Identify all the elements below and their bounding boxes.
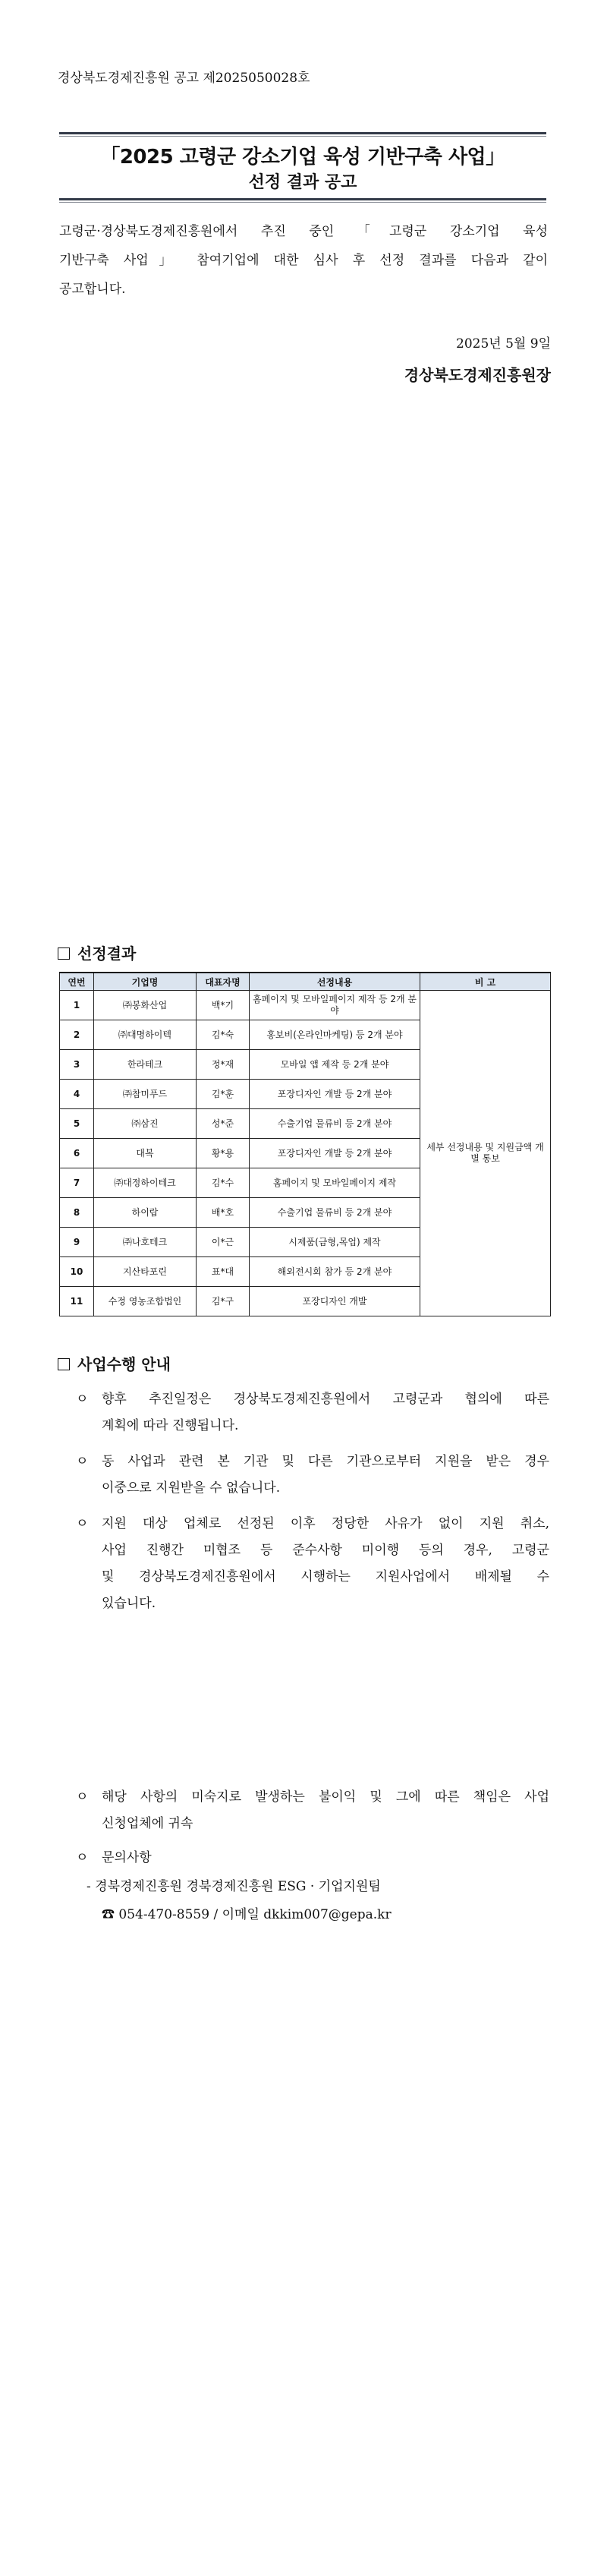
guide-line: 향후 추진일정은 경상북도경제진흥원에서 고령군과 협의에 따른 bbox=[102, 1392, 549, 1407]
bullet-circle-icon: ㅇ bbox=[76, 1850, 89, 1865]
table-header-row bbox=[60, 973, 551, 991]
cell-company: ㈜봉화산업 bbox=[94, 991, 197, 1020]
cell-no: 11 bbox=[60, 1287, 94, 1316]
checkbox-square-icon bbox=[58, 947, 70, 960]
cell-company: 지산타포린 bbox=[94, 1257, 197, 1287]
header-ceo: 대표자명 bbox=[197, 973, 250, 991]
cell-company: ㈜참미푸드 bbox=[94, 1080, 197, 1109]
cell-company: ㈜삼진 bbox=[94, 1109, 197, 1139]
cell-ceo: 황*용 bbox=[197, 1139, 250, 1168]
bullet-circle-icon: ㅇ bbox=[76, 1789, 89, 1805]
guide-line: 사업 진행간 미협조 등 준수사항 미이행 등의 경우, 고령군 bbox=[102, 1543, 549, 1558]
cell-content: 모바일 앱 제작 등 2개 분야 bbox=[250, 1050, 420, 1080]
header-company: 기업명 bbox=[94, 973, 197, 991]
cell-company: 대복 bbox=[94, 1139, 197, 1168]
page-subtitle: 선정 결과 공고 bbox=[248, 173, 357, 192]
header-remark: 비 고 bbox=[420, 973, 551, 991]
intro-line: 공고합니다. bbox=[59, 282, 126, 297]
guide-line: 동 사업과 관련 본 기관 및 다른 기관으로부터 지원을 받은 경우 bbox=[102, 1454, 549, 1469]
title-bottom-rule bbox=[59, 198, 546, 200]
header-content: 선정내용 bbox=[250, 973, 420, 991]
cell-no: 10 bbox=[60, 1257, 94, 1287]
cell-ceo: 표*대 bbox=[197, 1257, 250, 1287]
guide-line: 신청업체에 귀속 bbox=[102, 1816, 193, 1831]
intro-line: 기반구축 사업」 참여기업에 대한 심사 후 선정 결과를 다음과 같이 bbox=[59, 253, 548, 268]
cell-no: 8 bbox=[60, 1198, 94, 1228]
results-table bbox=[59, 972, 551, 1316]
contact-org: - 경북경제진흥원 경북경제진흥원 ESG · 기업지원팀 bbox=[86, 1879, 381, 1894]
cell-ceo: 백*기 bbox=[197, 991, 250, 1020]
cell-content: 해외전시회 참가 등 2개 분야 bbox=[250, 1257, 420, 1287]
cell-company: ㈜대명하이텍 bbox=[94, 1020, 197, 1050]
cell-ceo: 성*준 bbox=[197, 1109, 250, 1139]
guide-line: 문의사항 bbox=[102, 1850, 152, 1865]
cell-company: ㈜나호테크 bbox=[94, 1228, 197, 1257]
guide-item-inquiry bbox=[76, 1845, 549, 1871]
contact-info bbox=[86, 1873, 392, 1929]
cell-no: 1 bbox=[60, 991, 94, 1020]
cell-no: 5 bbox=[60, 1109, 94, 1139]
cell-content: 시제품(금형,목업) 제작 bbox=[250, 1228, 420, 1257]
page-title: 「2025 고령군 강소기업 육성 기반구축 사업」 bbox=[100, 146, 505, 169]
cell-content: 홈페이지 및 모바일페이지 제작 bbox=[250, 1168, 420, 1198]
guide-item-schedule bbox=[76, 1386, 549, 1439]
cell-company: ㈜대정하이테크 bbox=[94, 1168, 197, 1198]
cell-content: 포장디자인 개발 bbox=[250, 1287, 420, 1316]
guide-line: 해당 사항의 미숙지로 발생하는 불이익 및 그에 따른 책임은 사업 bbox=[102, 1789, 549, 1805]
cell-no: 7 bbox=[60, 1168, 94, 1198]
cell-company: 하이랍 bbox=[94, 1198, 197, 1228]
section-title: 선정결과 bbox=[77, 944, 137, 963]
guide-line: 이중으로 지원받을 수 없습니다. bbox=[102, 1480, 281, 1496]
cell-content: 수출기업 물류비 등 2개 분야 bbox=[250, 1109, 420, 1139]
cell-no: 4 bbox=[60, 1080, 94, 1109]
table-row bbox=[60, 991, 551, 1020]
guide-item-exclusion bbox=[76, 1511, 549, 1617]
cell-content: 수출기업 물류비 등 2개 분야 bbox=[250, 1198, 420, 1228]
cell-content: 홍보비(온라인마케팅) 등 2개 분야 bbox=[250, 1020, 420, 1050]
bullet-circle-icon: ㅇ bbox=[76, 1392, 89, 1407]
cell-ceo: 김*훈 bbox=[197, 1080, 250, 1109]
cell-content: 포장디자인 개발 등 2개 분야 bbox=[250, 1080, 420, 1109]
cell-company: 한라테크 bbox=[94, 1050, 197, 1080]
checkbox-square-icon bbox=[58, 1358, 70, 1370]
guide-line: 계획에 따라 진행됩니다. bbox=[102, 1418, 239, 1433]
cell-no: 6 bbox=[60, 1139, 94, 1168]
contact-email: dkkim007@gepa.kr bbox=[263, 1907, 392, 1922]
cell-remark: 세부 선정내용 및 지원금액 개별 통보 bbox=[420, 991, 551, 1316]
cell-content: 포장디자인 개발 등 2개 분야 bbox=[250, 1139, 420, 1168]
cell-no: 3 bbox=[60, 1050, 94, 1080]
document-number: 경상북도경제진흥원 공고 제2025050028호 bbox=[58, 71, 310, 86]
contact-email-label: 이메일 bbox=[222, 1907, 259, 1922]
intro-paragraph bbox=[59, 217, 548, 304]
cell-no: 2 bbox=[60, 1020, 94, 1050]
cell-no: 9 bbox=[60, 1228, 94, 1257]
cell-ceo: 정*재 bbox=[197, 1050, 250, 1080]
section-selection-results bbox=[58, 941, 136, 963]
guide-line: 지원 대상 업체로 선정된 이후 정당한 사유가 없이 지원 취소, bbox=[102, 1516, 549, 1531]
cell-content: 홈페이지 및 모바일페이지 제작 등 2개 분야 bbox=[250, 991, 420, 1020]
cell-ceo: 김*숙 bbox=[197, 1020, 250, 1050]
cell-ceo: 김*구 bbox=[197, 1287, 250, 1316]
section-title: 사업수행 안내 bbox=[77, 1355, 171, 1373]
section-business-guide bbox=[58, 1352, 171, 1374]
header-no: 연번 bbox=[60, 973, 94, 991]
phone-icon: ☎ bbox=[102, 1907, 115, 1922]
notice-date: 2025년 5월 9일 bbox=[456, 336, 551, 352]
cell-ceo: 이*근 bbox=[197, 1228, 250, 1257]
contact-phone-email bbox=[86, 1901, 392, 1929]
title-top-rule bbox=[59, 132, 546, 134]
cell-company: 수정 영농조합법인 bbox=[94, 1287, 197, 1316]
cell-ceo: 배*호 bbox=[197, 1198, 250, 1228]
intro-line: 고령군·경상북도경제진흥원에서 추진 중인 「고령군 강소기업 육성 bbox=[59, 224, 548, 239]
bullet-circle-icon: ㅇ bbox=[76, 1454, 89, 1469]
guide-item-duplicate-support bbox=[76, 1449, 549, 1502]
guide-line: 있습니다. bbox=[102, 1596, 156, 1611]
signature: 경상북도경제진흥원장 bbox=[404, 366, 551, 384]
cell-ceo: 김*수 bbox=[197, 1168, 250, 1198]
contact-separator: / bbox=[213, 1907, 219, 1922]
contact-phone: 054-470-8559 bbox=[118, 1907, 210, 1922]
guide-line: 및 경상북도경제진흥원에서 시행하는 지원사업에서 배제될 수 bbox=[102, 1569, 549, 1584]
bullet-circle-icon: ㅇ bbox=[76, 1516, 89, 1531]
guide-item-responsibility bbox=[76, 1784, 549, 1837]
